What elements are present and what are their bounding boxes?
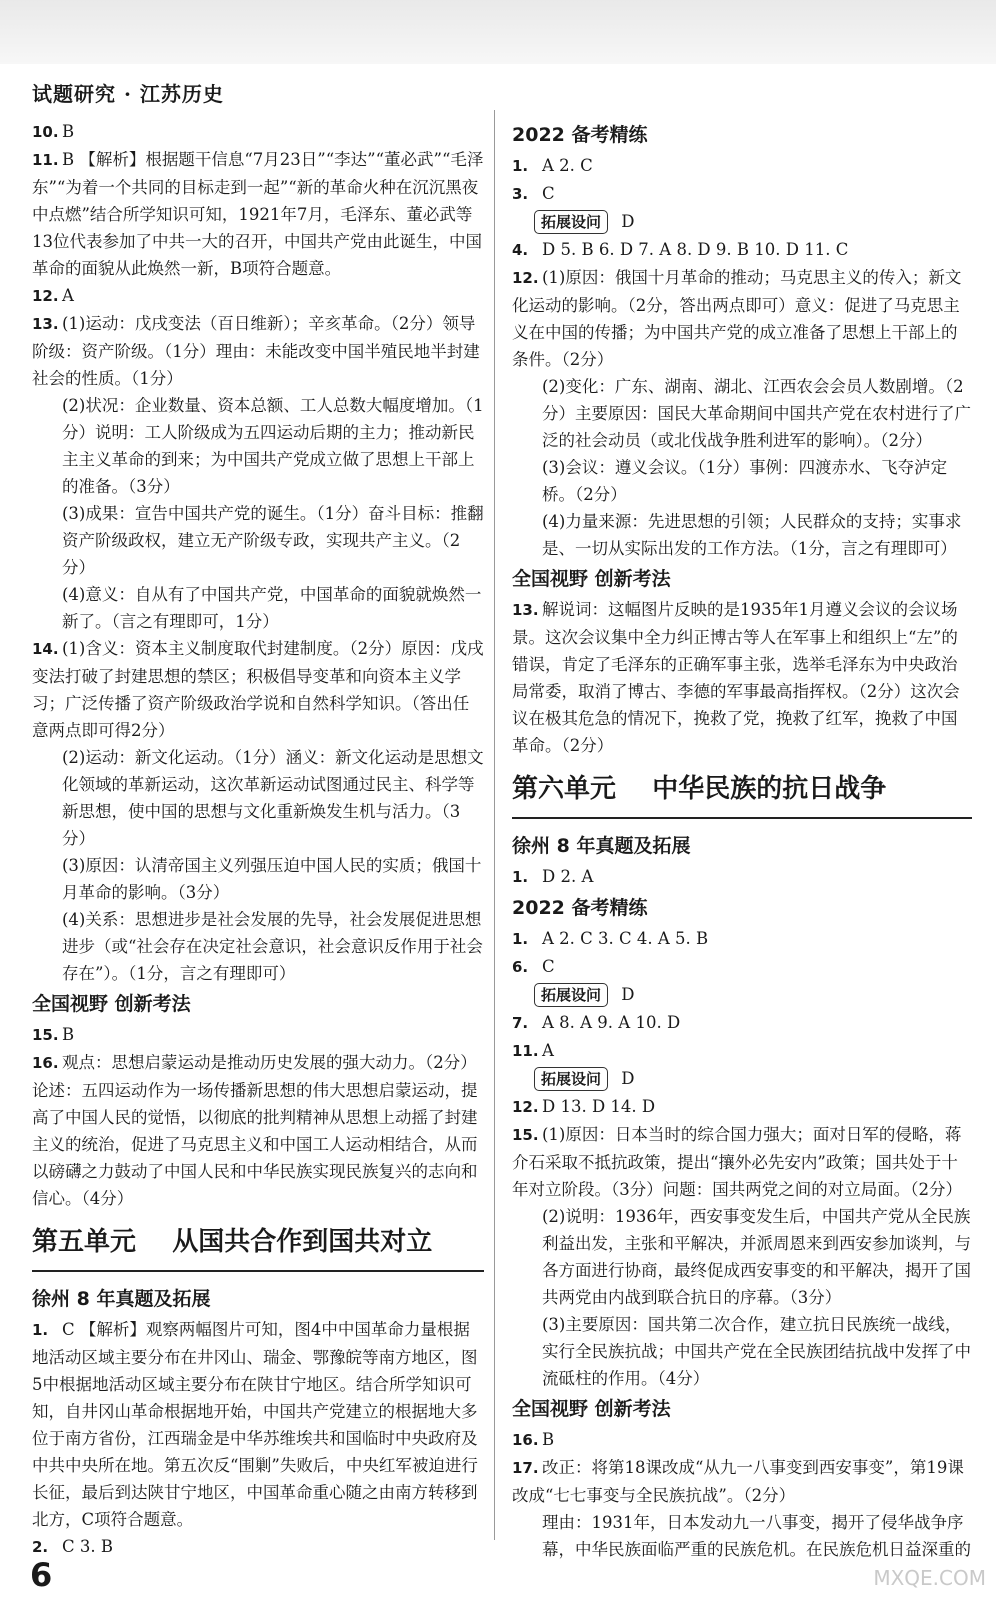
answer-item	[32, 118, 484, 146]
answer-text: C 【解析】观察两幅图片可知，图4中中国革命力量根据地活动区域主要分布在井冈山、瑞金、鄂豫皖等南方地区，图5中根据地活动区域主要分布在陕甘宁地区。结合所学知识可知，自井冈山革命根据地开始，中国共产党建立的根据地大多位于南方省份，江西瑞金是中华苏维埃共和国临时中央政府及中共中央所在地。第五次反“围剿”失败后，中央红军被迫进行长征，最后到达陕甘宁地区，中国革命重心随之由南方转移到北方，C项符合题意。	[32, 1320, 478, 1529]
answer-item	[512, 1203, 972, 1311]
question-number: 11.	[32, 151, 59, 169]
answer-text: 观点：思想启蒙运动是推动历史发展的强大动力。（2分）论述：五四运动作为一场传播新思想的伟大思想启蒙运动，提高了中国人民的觉悟，以彻底的批判精神从思想上动摇了封建主义的统治，促进了马克思主义和中国工人运动相结合，从而以磅礴之力鼓动了中国人民和中华民族实现民族复兴的志向和信心。（4分）	[32, 1053, 478, 1208]
question-number: 14.	[32, 640, 59, 658]
answer-item	[512, 1121, 972, 1203]
answer-text: 改正：将第18课改成“从九一八事变到西安事变”，第19课改成“七七事变与全民族抗战”。（2分）	[512, 1458, 964, 1505]
answer-text: C	[542, 184, 555, 203]
answer-item	[32, 310, 484, 392]
answer-text: 理由：1931年，日本发动九一八事变，揭开了侵华战争序幕，中华民族面临严重的民族危机。在民族危机日益深重的	[542, 1513, 971, 1559]
answer-text: B	[62, 122, 75, 141]
question-number: 1.	[512, 930, 529, 948]
answer-text: D 5. B 6. D 7. A 8. D 9. B 10. D 11. C	[542, 240, 849, 259]
answer-text: (1)原因：俄国十月革命的推动；马克思主义的传入；新文化运动的影响。（2分，答出两点即可）意义：促进了马克思主义在中国的传播；为中国共产党的成立准备了思想上干部上的条件。（2分）	[512, 268, 962, 369]
page-header: 试题研究 · 江苏历史	[32, 82, 224, 106]
answer-item	[512, 454, 972, 508]
question-number: 13.	[32, 315, 59, 333]
answer-text: C 3. B	[62, 1537, 113, 1556]
answer-item	[512, 1037, 972, 1065]
answer-item	[512, 236, 972, 264]
column-divider	[494, 110, 495, 1540]
question-number: 16.	[512, 1431, 539, 1449]
question-number: 12.	[32, 287, 59, 305]
answer-text: B	[542, 1430, 555, 1449]
answer-text: (1)含义：资本主义制度取代封建制度。（2分）原因：戊戌变法打破了封建思想的禁区；积极倡导变革和向资本主义学习；广泛传播了资产阶级政治学说和自然科学知识。（答出任意两点即可得2分）	[32, 639, 484, 740]
answer-item	[512, 373, 972, 454]
answer-item	[32, 1049, 484, 1212]
answer-item	[512, 863, 972, 891]
answer-text: D 13. D 14. D	[542, 1097, 656, 1116]
answer-text: A 8. A 9. A 10. D	[542, 1013, 681, 1032]
answer-text: (2)运动：新文化运动。（1分）涵义：新文化运动是思想文化领域的革新运动，这次革新运动试图通过民主、科学等新思想，使中国的思想与文化重新焕发生机与活力。（3分）	[62, 748, 484, 848]
answer-item	[32, 282, 484, 310]
question-number: 12.	[512, 1098, 539, 1116]
answer-list	[512, 1093, 972, 1392]
right-column	[512, 118, 972, 1563]
question-number: 17.	[512, 1459, 539, 1477]
answer-text: A	[542, 1041, 554, 1060]
question-number: 6.	[512, 958, 529, 976]
answer-item	[512, 1093, 972, 1121]
answer-text: (3)原因：认清帝国主义列强压迫中国人民的实质；俄国十月革命的影响。（3分）	[62, 856, 482, 902]
answer-item	[512, 1454, 972, 1509]
question-number: 15.	[32, 1026, 59, 1044]
answer-item	[32, 1316, 484, 1533]
answer-text: B 【解析】根据题干信息“7月23日”“李达”“董必武”“毛泽东”“为着一个共同的目标走到一起”“新的革命火种在沉沉黑夜中点燃”结合所学知识可知，1921年7月，毛泽东、董必武等13位代表参加了中共一大的召开，中国共产党由此诞生，中国革命的面貌从此焕然一新，B项符合题意。	[32, 150, 484, 278]
extension-badge: 拓展设问	[534, 983, 608, 1007]
answer-item	[512, 596, 972, 759]
answer-item	[512, 264, 972, 373]
answer-list	[512, 1426, 972, 1563]
answer-text: (1)运动：戊戌变法（百日维新）；辛亥革命。（2分）领导阶级：资产阶级。（1分）理由：未能改变中国半殖民地半封建社会的性质。（1分）	[32, 314, 480, 388]
answer-item	[32, 1533, 484, 1561]
answer-item	[32, 500, 484, 581]
answer-item	[512, 1311, 972, 1392]
section-heading: 全国视野 创新考法	[512, 568, 671, 590]
extension-row	[512, 1065, 972, 1093]
left-column	[32, 118, 484, 1561]
answer-text: (2)说明：1936年，西安事变发生后，中国共产党从全民族利益出发，主张和平解决，并派周恩来到西安参加谈判，与各方面进行协商，最终促成西安事变的和平解决，揭开了国共两党由内战到联合抗日的序幕。（3分）	[542, 1207, 971, 1307]
section-heading: 徐州 8 年真题及拓展	[32, 1288, 211, 1310]
question-number: 3.	[512, 185, 529, 203]
answer-item	[32, 392, 484, 500]
answer-text: 解说词：这幅图片反映的是1935年1月遵义会议的会议场景。这次会议集中全力纠正博古等人在军事上和组织上“左”的错误，肯定了毛泽东的正确军事主张，选举毛泽东为中央政治局常委，取消了博古、李德的军事最高指挥权。（2分）这次会议在极其危急的情况下，挽救了党，挽救了红军，挽救了中国革命。（2分）	[512, 600, 960, 755]
extension-answer: D	[621, 212, 635, 231]
answer-list	[32, 118, 484, 987]
question-number: 12.	[512, 269, 539, 287]
section-heading: 2022 备考精练	[512, 124, 648, 146]
answer-text: (3)主要原因：国共第二次合作，建立抗日民族统一战线，实行全民族抗战；中国共产党在全民族团结抗战中发挥了中流砥柱的作用。（4分）	[542, 1315, 971, 1388]
question-number: 11.	[512, 1042, 539, 1060]
watermark: MXQE.COM	[873, 1566, 986, 1590]
extension-badge: 拓展设问	[534, 210, 608, 234]
answer-text: (2)变化：广东、湖南、湖北、江西农会会员人数剧增。（2分）主要原因：国民大革命期间中国共产党在农村进行了广泛的社会动员（或北伐战争胜利进军的影响）。（2分）	[542, 377, 971, 450]
answer-item	[512, 508, 972, 562]
question-number: 15.	[512, 1126, 539, 1144]
answer-list	[512, 596, 972, 759]
question-number: 10.	[32, 123, 59, 141]
top-scan-band	[0, 0, 996, 64]
section-heading: 2022 备考精练	[512, 897, 648, 919]
extension-row	[512, 981, 972, 1009]
answer-text: (3)成果：宣告中国共产党的诞生。（1分）奋斗目标：推翻资产阶级政权，建立无产阶级专政，实现共产主义。（2分）	[62, 504, 484, 577]
answer-text: (4)关系：思想进步是社会发展的先导，社会发展促进思想进步（或“社会存在决定社会意识，社会意识反作用于社会存在”）。（1分，言之有理即可）	[62, 910, 483, 983]
answer-item	[512, 953, 972, 981]
answer-item	[512, 1426, 972, 1454]
answer-text: (4)力量来源：先进思想的引领；人民群众的支持；实事求是、一切从实际出发的工作方法。（1分，言之有理即可）	[542, 512, 962, 558]
answer-item	[32, 906, 484, 987]
answer-text: C	[542, 957, 555, 976]
answer-list	[512, 863, 972, 891]
answer-item	[512, 925, 972, 953]
answer-list	[32, 1021, 484, 1212]
answer-text: (3)会议：遵义会议。（1分）事例：四渡赤水、飞夺泸定桥。（2分）	[542, 458, 948, 504]
unit-title: 第六单元 中华民族的抗日战争	[512, 769, 972, 819]
question-number: 1.	[32, 1321, 49, 1339]
answer-item	[512, 152, 972, 180]
section-heading: 全国视野 创新考法	[32, 993, 191, 1015]
answer-list	[512, 236, 972, 562]
answer-text: B	[62, 1025, 75, 1044]
answer-text: (2)状况：企业数量、资本总额、工人总数大幅度增加。（1分）说明：工人阶级成为五四运动后期的主力；推动新民主主义革命的到来；为中国共产党成立做了思想上干部上的准备。（3分）	[62, 396, 484, 496]
page-number: 6	[30, 1556, 53, 1594]
answer-text: A 2. C	[542, 156, 593, 175]
answer-list	[512, 1009, 972, 1065]
section-heading: 全国视野 创新考法	[512, 1398, 671, 1420]
answer-item	[32, 635, 484, 744]
question-number: 7.	[512, 1014, 529, 1032]
answer-list	[512, 925, 972, 981]
question-number: 1.	[512, 157, 529, 175]
answer-text: D 2. A	[542, 867, 594, 886]
extension-answer: D	[621, 1069, 635, 1088]
answer-item	[32, 744, 484, 852]
extension-row	[512, 208, 972, 236]
answer-text: (4)意义：自从有了中国共产党，中国革命的面貌就焕然一新了。（言之有理即可，1分）	[62, 585, 482, 631]
answer-item	[512, 1509, 972, 1563]
answer-list	[512, 152, 972, 208]
answer-text: A 2. C 3. C 4. A 5. B	[542, 929, 709, 948]
answer-list	[32, 1316, 484, 1561]
unit-title: 第五单元 从国共合作到国共对立	[32, 1222, 484, 1272]
question-number: 2.	[32, 1538, 49, 1556]
question-number: 16.	[32, 1054, 59, 1072]
answer-text: (1)原因：日本当时的综合国力强大；面对日军的侵略，蒋介石采取不抵抗政策，提出“攘外必先安内”政策；国共处于十年对立阶段。（3分）问题：国共两党之间的对立局面。（2分）	[512, 1125, 962, 1199]
extension-badge: 拓展设问	[534, 1067, 608, 1091]
question-number: 1.	[512, 868, 529, 886]
answer-item	[32, 581, 484, 635]
question-number: 4.	[512, 241, 529, 259]
answer-item	[32, 1021, 484, 1049]
answer-item	[32, 852, 484, 906]
question-number: 13.	[512, 601, 539, 619]
section-heading: 徐州 8 年真题及拓展	[512, 835, 691, 857]
answer-item	[32, 146, 484, 282]
answer-text: A	[62, 286, 74, 305]
extension-answer: D	[621, 985, 635, 1004]
answer-item	[512, 180, 972, 208]
answer-item	[512, 1009, 972, 1037]
